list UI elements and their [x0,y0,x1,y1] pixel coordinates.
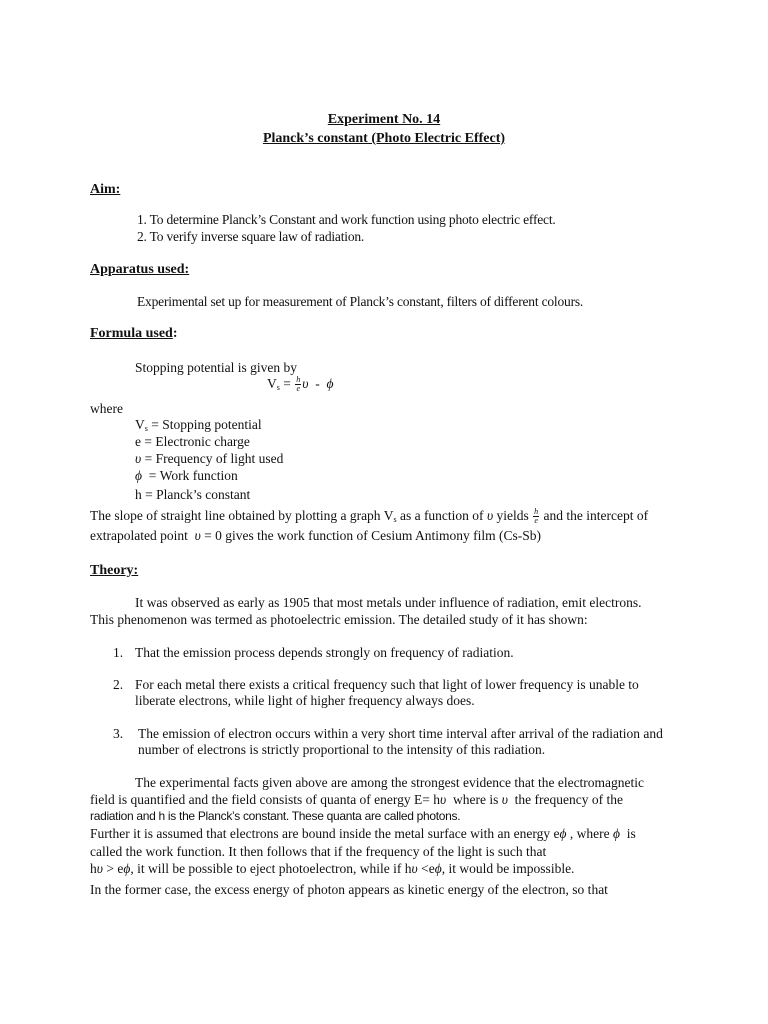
p3-lt-e: <e [417,861,435,876]
p3-phi-3: ϕ [123,861,131,876]
page-title: Experiment No. 14 [327,112,441,127]
def-e: e = Electronic charge [135,434,250,449]
def-vs-text: = Stopping potential [147,417,262,432]
slope-text-d: and the intercept of [540,508,649,523]
list-item-3-line1: The emission of electron occurs within a very short time interval after arrival of the radiation and [138,726,663,741]
theory-heading: Theory: [90,563,139,578]
p3-phi-4: ϕ [434,861,442,876]
formula-intro: Stopping potential is given by [135,360,297,375]
list-num-2: 2. [113,677,124,692]
p3-text-e: , it would be impossible. [441,861,575,876]
p2-text-c: the frequency of the [507,792,623,807]
def-nu-text: = Frequency of light used [141,451,284,466]
eq-v-sub: s [276,383,280,392]
p3-phi-1: ϕ [559,826,567,841]
theory-p1-line2: This phenomenon was termed as photoelectric emission. The detailed study of it has shown: [90,612,588,627]
slope-sub: s [393,515,397,524]
def-phi-text: = Work function [142,468,238,483]
def-vs-sub: s [144,424,148,433]
list-item-1: That the emission process depends strongly on frequency of radiation. [135,645,514,660]
p3-text-a: Further it is assumed that electrons are bound inside the metal surface with an energy e [90,826,560,841]
p3-text-c2: , it will be possible to eject photoelectron, while if h [130,861,412,876]
formula-heading-colon: : [172,326,178,341]
extrapolated-line [90,528,541,544]
theory-p3-line1 [90,826,636,842]
slope-num: h [534,507,539,517]
where-label: where [90,401,123,416]
def-vs [135,417,262,434]
theory-p4-line1: In the former case, the excess energy of photon appears as kinetic energy of the electron, so that [90,882,608,897]
p3-gt-e: > e [102,861,124,876]
formula-heading [90,326,178,343]
def-phi-symbol: ϕ [135,468,142,483]
extrap-nu: υ [194,528,201,543]
apparatus-text: Experimental set up for measurement of Planck’s constant, filters of different colours. [137,294,584,309]
list-item-2-line2: liberate electrons, while light of higher frequency always does. [135,693,475,708]
p3-nu-2: υ [411,861,418,876]
theory-p1-line1: It was observed as early as 1905 that most metals under influence of radiation, emit electrons. [135,595,642,610]
formula-heading-text: Formula used [90,326,173,341]
p3-h-1: h [90,861,97,876]
theory-p3-line3 [90,861,574,877]
aim-heading: Aim: [90,182,121,197]
aim-item-2: 2. To verify inverse square law of radiation. [137,229,365,244]
p2-nu-2: υ [501,792,508,807]
page-subtitle: Planck’s constant (Photo Electric Effect) [262,131,506,146]
p2-text-a: field is quantified and the field consists of quanta of energy E= h [90,792,441,807]
eq-minus: - [308,376,327,391]
extrap-text-a: extrapolated point [90,528,195,543]
p2-text-b: where is [446,792,502,807]
slope-text-a: The slope of straight line obtained by plotting a graph V [90,508,394,523]
slope-line [90,508,648,525]
p2-nu-1: υ [440,792,447,807]
theory-p2-line2 [90,792,623,808]
extrap-text-b: = 0 gives the work function of Cesium Antimony film (Cs-Sb) [200,528,542,543]
slope-nu: υ [486,508,494,523]
theory-p2-line1: The experimental facts given above are among the strongest evidence that the electromagnetic [135,775,645,790]
slope-den: e [534,516,538,526]
eq-num: h [296,375,301,385]
apparatus-heading: Apparatus used: [90,262,190,277]
def-vs-symbol: V [135,417,145,432]
p3-text-c: is [619,826,636,841]
eq-phi: ϕ [326,376,334,391]
slope-text-b: as a function of [396,508,487,523]
def-h: h = Planck’s constant [135,487,251,502]
eq-nu: υ [302,376,309,391]
slope-h-over-e [533,508,539,525]
eq-equals: = [279,376,295,391]
list-num-3: 3. [113,726,124,741]
list-item-2-line1: For each metal there exists a critical frequency such that light of lower frequency is unable to [135,677,639,692]
eq-den: e [296,384,301,394]
p3-phi-2: ϕ [612,826,620,841]
def-nu-symbol: υ [135,451,142,466]
eq-v: V [267,376,277,391]
list-item-3-line2: number of electrons is strictly proportional to the intensity of this radiation. [138,742,546,757]
p3-text-b: , where [566,826,613,841]
theory-p3-line2: called the work function. It then follows that if the frequency of the light is such that [90,844,547,859]
aim-item-1: 1. To determine Planck’s Constant and work function using photo electric effect. [137,212,556,227]
eq-h-over-e [295,376,301,393]
p3-nu-1: υ [96,861,103,876]
stopping-potential-equation [267,376,333,393]
def-phi [135,468,238,484]
slope-text-c: yields [493,508,533,523]
def-nu [135,451,283,467]
theory-p2-line3: radiation and h is the Planck’s constant. These quanta are called photons. [90,809,461,823]
list-num-1: 1. [113,645,124,660]
